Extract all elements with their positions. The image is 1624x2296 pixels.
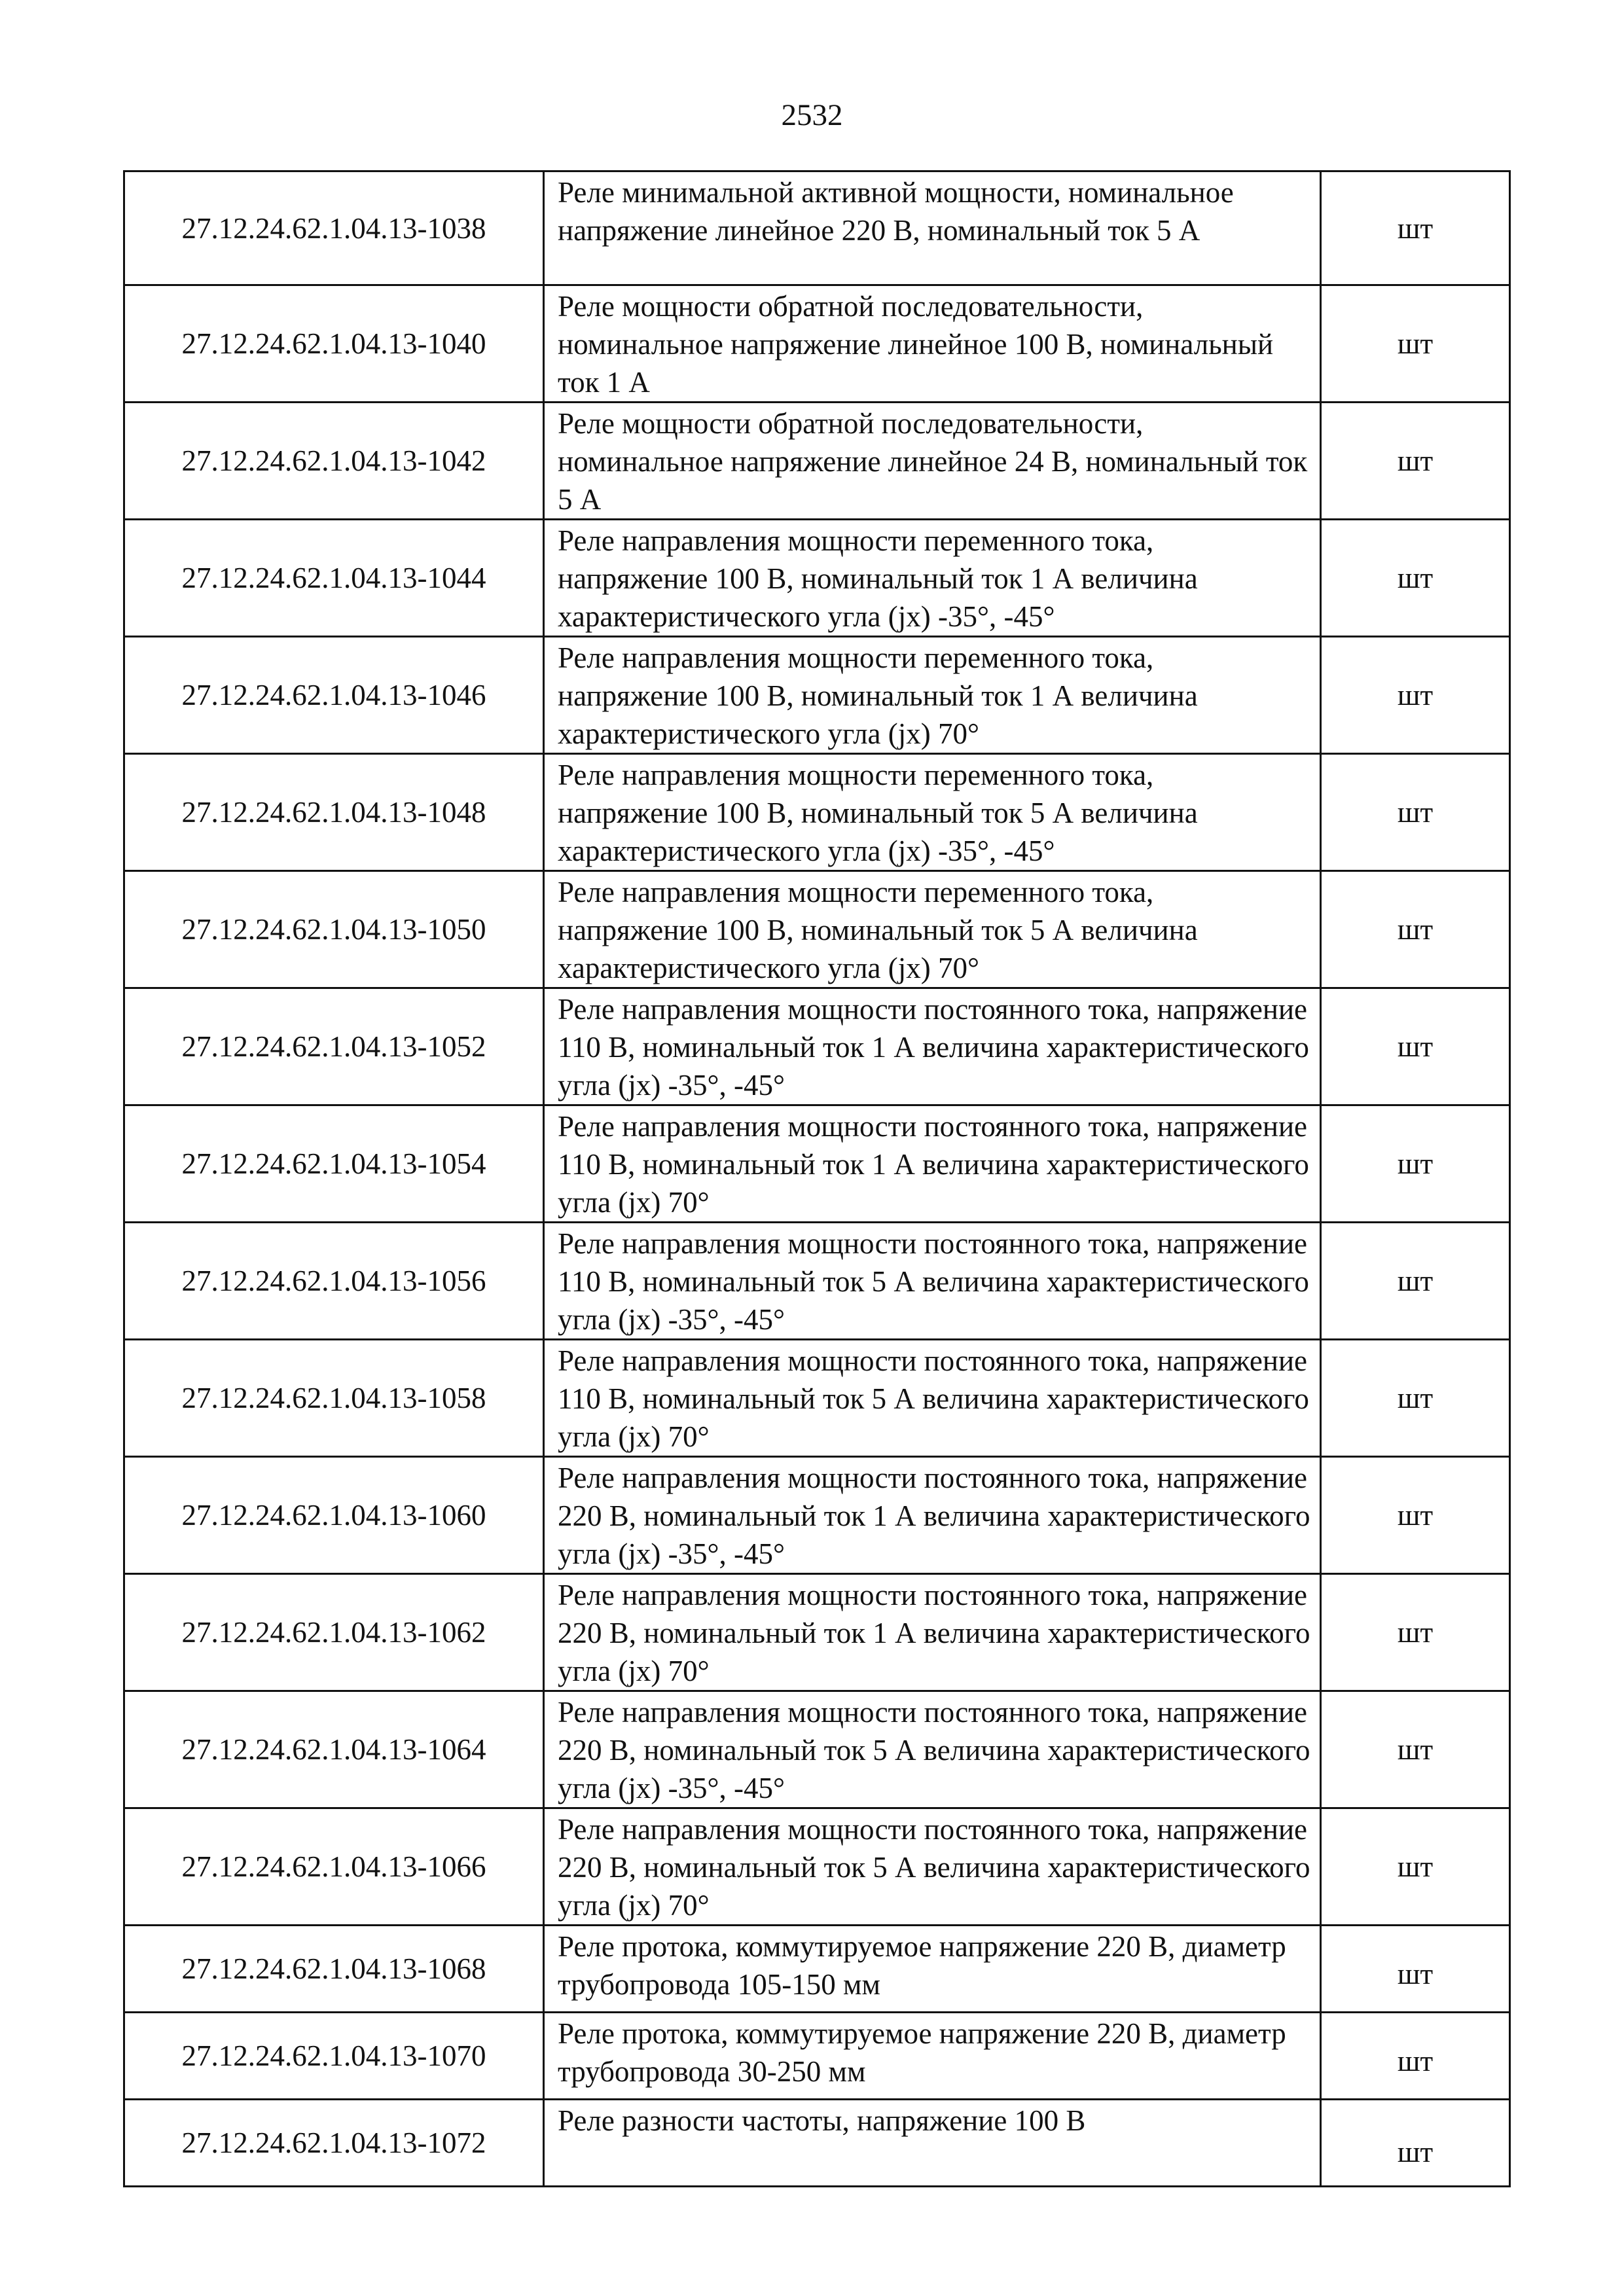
resource-code: 27.12.24.62.1.04.13-1048: [124, 754, 544, 871]
table-row: [124, 1457, 1510, 1574]
resource-code: 27.12.24.62.1.04.13-1058: [124, 1340, 544, 1457]
resource-code: 27.12.24.62.1.04.13-1072: [124, 2100, 544, 2187]
resource-code: 27.12.24.62.1.04.13-1064: [124, 1691, 544, 1808]
unit-of-measure: шт: [1321, 2013, 1510, 2100]
resource-description: Реле направления мощности постоянного тока, напряжение 110 В, номинальный ток 5 А величина характеристического угла (jx) -35°, -45°: [544, 1223, 1321, 1340]
table-row: [124, 1691, 1510, 1808]
resource-code: 27.12.24.62.1.04.13-1038: [124, 171, 544, 285]
resource-description: Реле направления мощности постоянного тока, напряжение 220 В, номинальный ток 1 А величина характеристического угла (jx) 70°: [544, 1574, 1321, 1691]
table-row: [124, 520, 1510, 637]
table-row: [124, 171, 1510, 285]
page-number: 2532: [781, 98, 843, 132]
resource-description: Реле минимальной активной мощности, номинальное напряжение линейное 220 В, номинальный ток 5 А: [544, 171, 1321, 285]
table-row: [124, 1223, 1510, 1340]
unit-of-measure: шт: [1321, 1223, 1510, 1340]
resource-code: 27.12.24.62.1.04.13-1056: [124, 1223, 544, 1340]
resource-code: 27.12.24.62.1.04.13-1066: [124, 1808, 544, 1926]
resource-description: Реле направления мощности постоянного тока, напряжение 220 В, номинальный ток 5 А величина характеристического угла (jx) -35°, -45°: [544, 1691, 1321, 1808]
resource-code: 27.12.24.62.1.04.13-1040: [124, 285, 544, 403]
unit-of-measure: шт: [1321, 1105, 1510, 1223]
unit-of-measure: шт: [1321, 2100, 1510, 2187]
resource-description: Реле направления мощности переменного тока, напряжение 100 В, номинальный ток 5 А величина характеристического угла (jx) -35°, -45°: [544, 754, 1321, 871]
unit-of-measure: шт: [1321, 1691, 1510, 1808]
resource-code: 27.12.24.62.1.04.13-1046: [124, 637, 544, 754]
resource-code: 27.12.24.62.1.04.13-1070: [124, 2013, 544, 2100]
resource-code: 27.12.24.62.1.04.13-1050: [124, 871, 544, 988]
unit-of-measure: шт: [1321, 1340, 1510, 1457]
table-row: [124, 2100, 1510, 2187]
table-row: [124, 285, 1510, 403]
unit-of-measure: шт: [1321, 403, 1510, 520]
resource-code: 27.12.24.62.1.04.13-1052: [124, 988, 544, 1105]
table-row: [124, 2013, 1510, 2100]
unit-of-measure: шт: [1321, 1574, 1510, 1691]
resource-code: 27.12.24.62.1.04.13-1068: [124, 1926, 544, 2013]
table-row: [124, 1574, 1510, 1691]
unit-of-measure: шт: [1321, 871, 1510, 988]
unit-of-measure: шт: [1321, 1926, 1510, 2013]
resource-description: Реле мощности обратной последовательности, номинальное напряжение линейное 24 В, номинальный ток 5 А: [544, 403, 1321, 520]
unit-of-measure: шт: [1321, 285, 1510, 403]
resource-description: Реле направления мощности переменного тока, напряжение 100 В, номинальный ток 1 А величина характеристического угла (jx) 70°: [544, 637, 1321, 754]
resource-description: Реле протока, коммутируемое напряжение 220 В, диаметр трубопровода 30-250 мм: [544, 2013, 1321, 2100]
table-row: [124, 988, 1510, 1105]
resource-description: Реле направления мощности постоянного тока, напряжение 110 В, номинальный ток 5 А величина характеристического угла (jx) 70°: [544, 1340, 1321, 1457]
resource-description: Реле направления мощности постоянного тока, напряжение 110 В, номинальный ток 1 А величина характеристического угла (jx) -35°, -45°: [544, 988, 1321, 1105]
unit-of-measure: шт: [1321, 988, 1510, 1105]
resource-description: Реле направления мощности постоянного тока, напряжение 220 В, номинальный ток 1 А величина характеристического угла (jx) -35°, -45°: [544, 1457, 1321, 1574]
unit-of-measure: шт: [1321, 1457, 1510, 1574]
resource-description: Реле направления мощности переменного тока, напряжение 100 В, номинальный ток 1 А величина характеристического угла (jx) -35°, -45°: [544, 520, 1321, 637]
resource-description: Реле мощности обратной последовательности, номинальное напряжение линейное 100 В, номинальный ток 1 А: [544, 285, 1321, 403]
unit-of-measure: шт: [1321, 754, 1510, 871]
table-row: [124, 871, 1510, 988]
resource-table: [123, 170, 1511, 2187]
table-row: [124, 754, 1510, 871]
table-row: [124, 403, 1510, 520]
unit-of-measure: шт: [1321, 1808, 1510, 1926]
unit-of-measure: шт: [1321, 171, 1510, 285]
unit-of-measure: шт: [1321, 520, 1510, 637]
table-row: [124, 1340, 1510, 1457]
resource-code: 27.12.24.62.1.04.13-1042: [124, 403, 544, 520]
resource-code: 27.12.24.62.1.04.13-1044: [124, 520, 544, 637]
table-row: [124, 1926, 1510, 2013]
resource-description: Реле протока, коммутируемое напряжение 220 В, диаметр трубопровода 105-150 мм: [544, 1926, 1321, 2013]
resource-description: Реле разности частоты, напряжение 100 В: [544, 2100, 1321, 2187]
resource-code: 27.12.24.62.1.04.13-1062: [124, 1574, 544, 1691]
table-row: [124, 1105, 1510, 1223]
resource-description: Реле направления мощности переменного тока, напряжение 100 В, номинальный ток 5 А величина характеристического угла (jx) 70°: [544, 871, 1321, 988]
resource-description: Реле направления мощности постоянного тока, напряжение 220 В, номинальный ток 5 А величина характеристического угла (jx) 70°: [544, 1808, 1321, 1926]
resource-code: 27.12.24.62.1.04.13-1060: [124, 1457, 544, 1574]
resource-description: Реле направления мощности постоянного тока, напряжение 110 В, номинальный ток 1 А величина характеристического угла (jx) 70°: [544, 1105, 1321, 1223]
unit-of-measure: шт: [1321, 637, 1510, 754]
table-row: [124, 637, 1510, 754]
table-row: [124, 1808, 1510, 1926]
resource-code: 27.12.24.62.1.04.13-1054: [124, 1105, 544, 1223]
